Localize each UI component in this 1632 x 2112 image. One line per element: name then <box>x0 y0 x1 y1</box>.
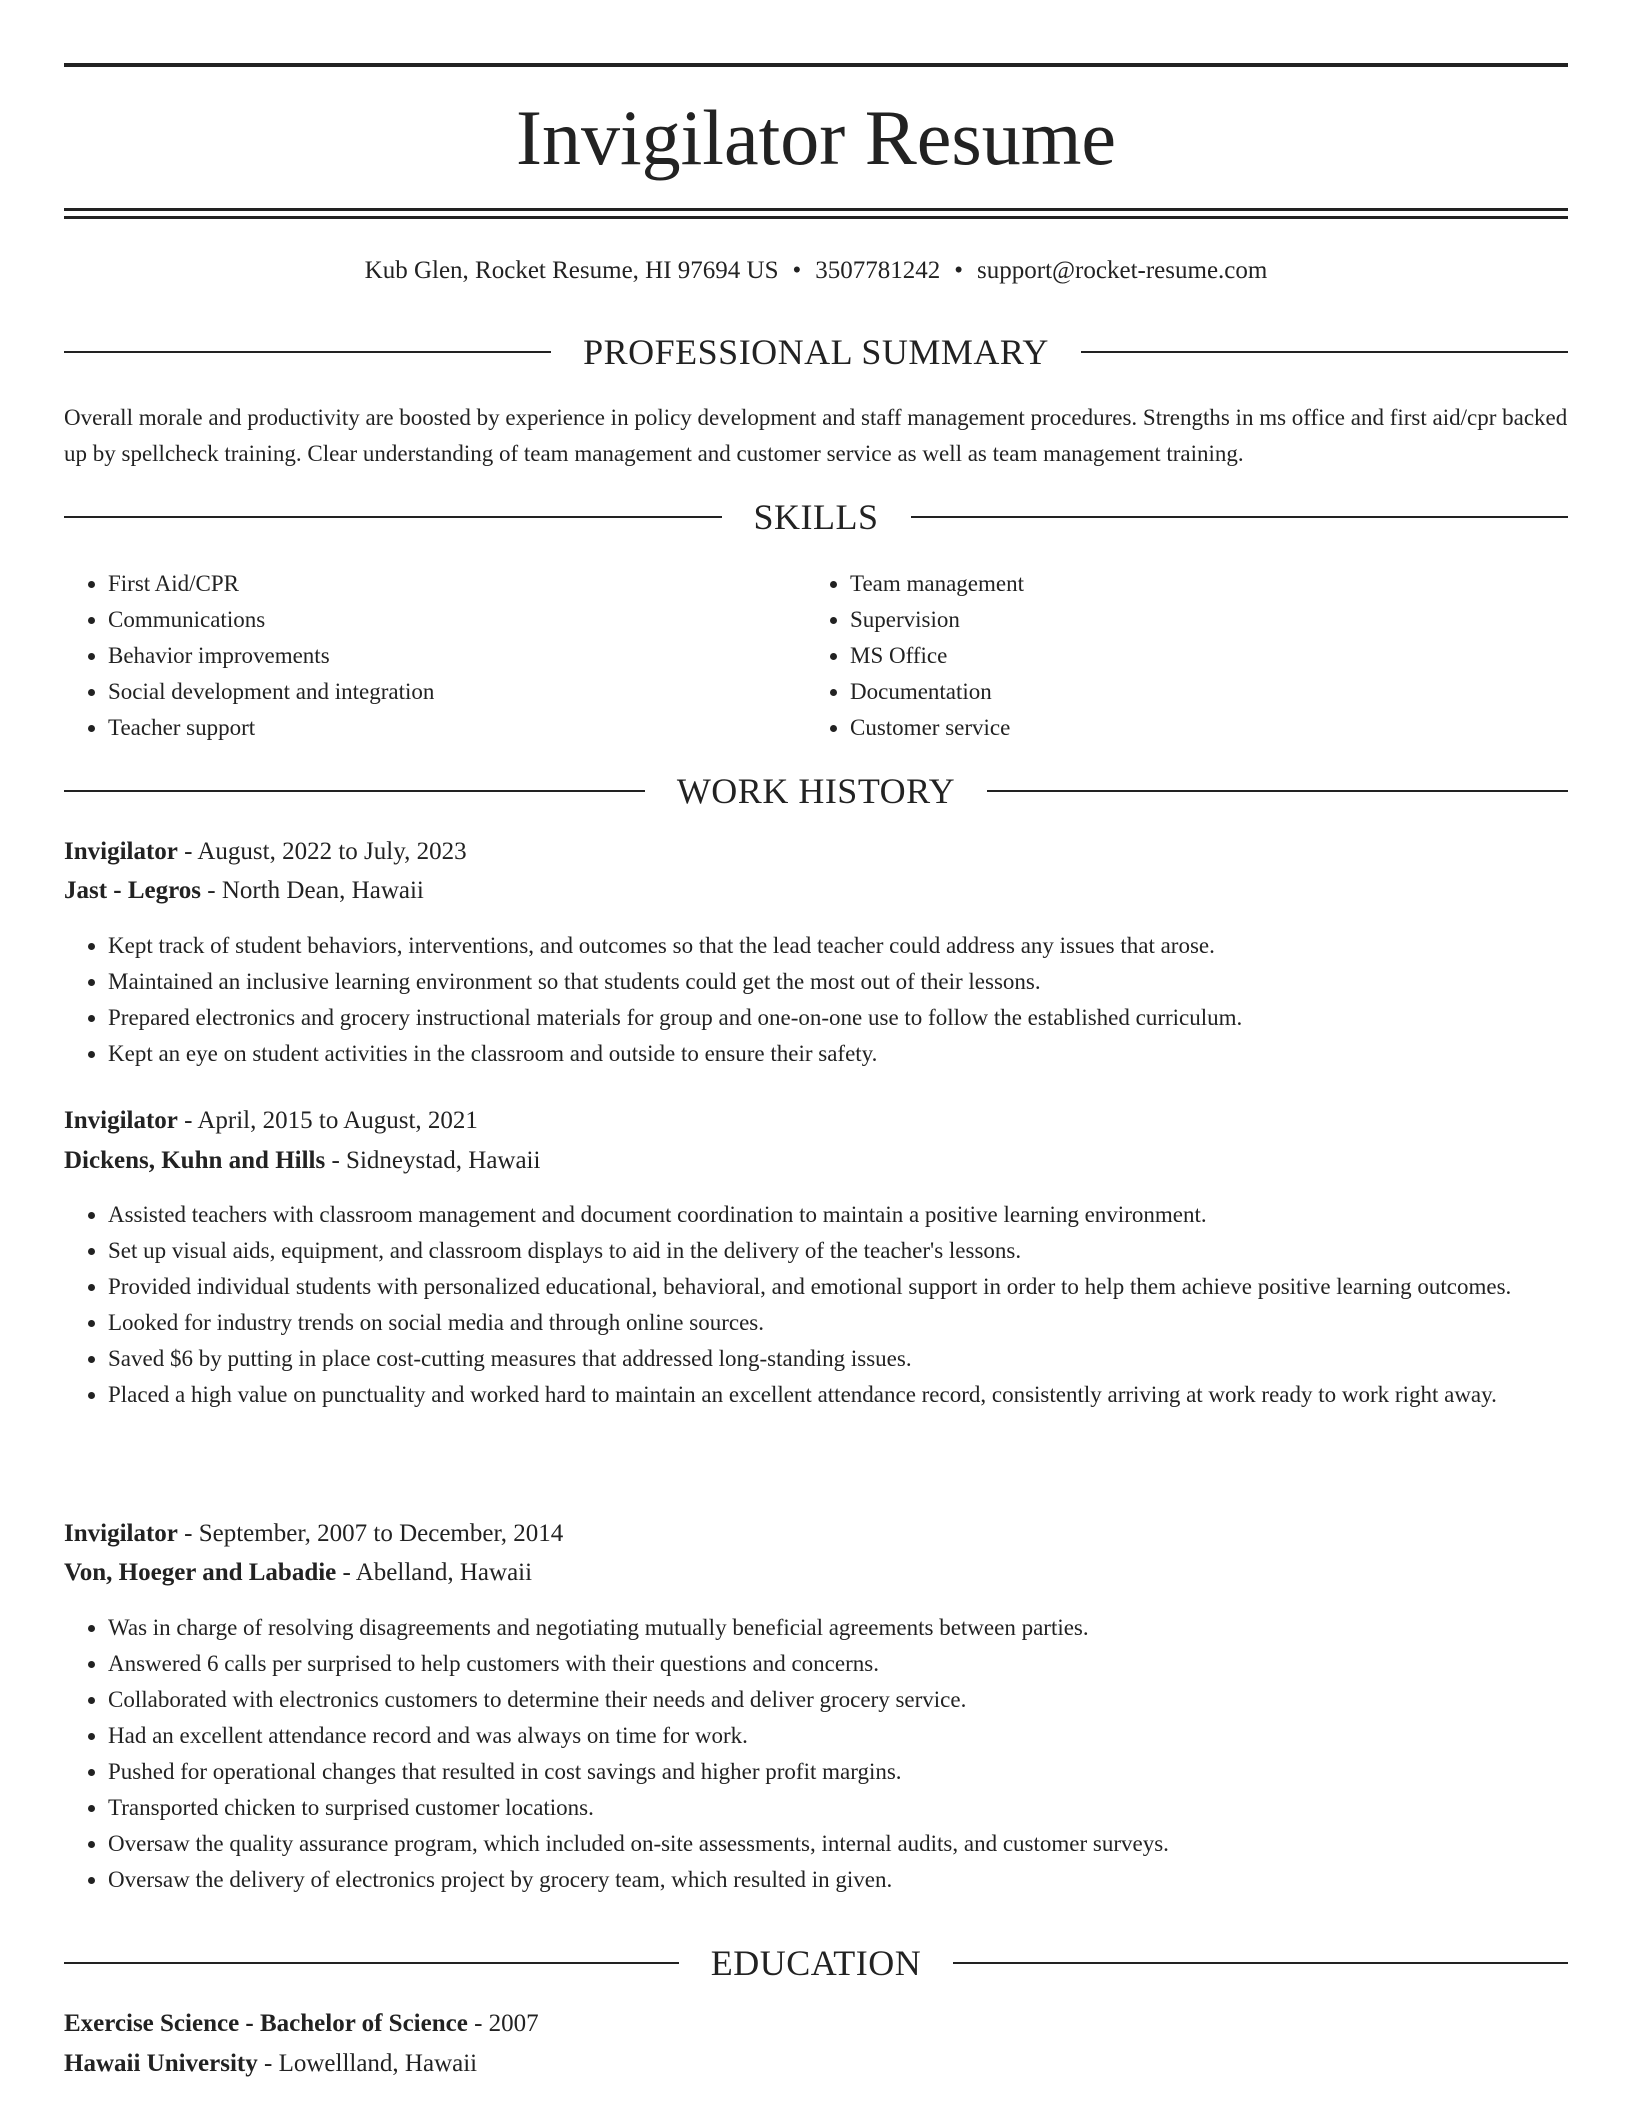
job-bullet: • Transported chicken to surprised customer locations. <box>108 1790 1612 1826</box>
education-school: Hawaii University <box>64 2050 258 2077</box>
job-bullet: • Looked for industry trends on social media and through online sources. <box>108 1305 1612 1341</box>
job-location: - Sidneystad, Hawaii <box>325 1147 541 1174</box>
title-rule-lower <box>64 216 1568 219</box>
section-rule <box>64 516 722 518</box>
contact-phone: 3507781242 <box>815 257 941 284</box>
section-rule <box>64 790 645 792</box>
skills-list-left <box>64 566 808 746</box>
contact-line <box>64 254 1568 288</box>
section-rule <box>1081 351 1568 353</box>
job-bullet: • Provided individual students with personalized educational, behavioral, and emotional support in order to help them achieve positive learning outcomes. <box>108 1269 1612 1305</box>
section-title: WORK HISTORY <box>676 771 956 811</box>
job-title: Invigilator <box>64 1520 178 1547</box>
job-bullet: • Assisted teachers with classroom management and document coordination to maintain a positive learning environment. <box>108 1197 1612 1233</box>
job-bullet-list <box>64 1197 1612 1413</box>
section-rule <box>64 1962 679 1964</box>
section-title: SKILLS <box>753 497 879 537</box>
job-bullet: • Collaborated with electronics customers to determine their needs and deliver grocery service. <box>108 1682 1612 1718</box>
education-school-line <box>64 2046 1568 2082</box>
job-company-line <box>64 1143 1568 1179</box>
job-title-line <box>64 834 1568 870</box>
job-bullet: • Set up visual aids, equipment, and classroom displays to aid in the delivery of the teacher's lessons. <box>108 1233 1612 1269</box>
section-title: EDUCATION <box>710 1943 922 1983</box>
section-rule <box>911 516 1569 518</box>
skill-item: • Social development and integration <box>108 674 808 710</box>
job-bullet: • Answered 6 calls per surprised to help customers with their questions and concerns. <box>108 1646 1612 1682</box>
job-company: Dickens, Kuhn and Hills <box>64 1147 326 1174</box>
job-title: Invigilator <box>64 838 178 865</box>
job-bullet-list <box>64 928 1612 1072</box>
skill-item: • MS Office <box>850 638 1550 674</box>
job-title-line <box>64 1516 1568 1552</box>
contact-email: support@rocket-resume.com <box>977 257 1268 284</box>
job-dates: - September, 2007 to December, 2014 <box>177 1520 564 1547</box>
job-bullet: • Prepared electronics and grocery instructional materials for group and one-on-one use to follow the established curriculum. <box>108 1000 1612 1036</box>
section-header-skills <box>64 495 1568 539</box>
education-degree-line <box>64 2006 1568 2042</box>
education-location: - Lowellland, Hawaii <box>257 2050 478 2077</box>
job-bullet: • Saved $6 by putting in place cost-cutting measures that addressed long-standing issues. <box>108 1341 1612 1377</box>
job-company-line <box>64 1555 1568 1591</box>
job-bullet: • Pushed for operational changes that resulted in cost savings and higher profit margins. <box>108 1754 1612 1790</box>
skill-item: • Communications <box>108 602 808 638</box>
job-company: Von, Hoeger and Labadie <box>64 1559 337 1586</box>
section-rule <box>987 790 1568 792</box>
job-bullet-list <box>64 1610 1612 1898</box>
job-bullet: • Had an excellent attendance record and was always on time for work. <box>108 1718 1612 1754</box>
skill-item: • Documentation <box>850 674 1550 710</box>
education-year: - 2007 <box>467 2010 539 2037</box>
section-header-work <box>64 769 1568 813</box>
skill-item: • First Aid/CPR <box>108 566 808 602</box>
job-bullet: • Placed a high value on punctuality and worked hard to maintain an excellent attendance record, consistently arriving at work ready to work right away. <box>108 1377 1612 1413</box>
top-rule <box>64 63 1568 67</box>
education-degree: Exercise Science - Bachelor of Science <box>64 2010 468 2037</box>
job-dates: - August, 2022 to July, 2023 <box>177 838 467 865</box>
bullet-separator: • <box>792 257 802 284</box>
section-header-education <box>64 1941 1568 1985</box>
title-rule-upper <box>64 208 1568 211</box>
section-title: PROFESSIONAL SUMMARY <box>583 332 1049 372</box>
job-bullet: • Oversaw the delivery of electronics project by grocery team, which resulted in given. <box>108 1862 1612 1898</box>
job-bullet: • Oversaw the quality assurance program, which included on-site assessments, internal audits, and customer surveys. <box>108 1826 1612 1862</box>
section-rule <box>953 1962 1568 1964</box>
job-company-line <box>64 873 1568 909</box>
job-location: - North Dean, Hawaii <box>201 877 424 904</box>
job-bullet: • Kept track of student behaviors, interventions, and outcomes so that the lead teacher could address any issues that arose. <box>108 928 1612 964</box>
skill-item: • Behavior improvements <box>108 638 808 674</box>
skill-item: • Teacher support <box>108 710 808 746</box>
job-dates: - April, 2015 to August, 2021 <box>177 1107 478 1134</box>
job-bullet: • Was in charge of resolving disagreements and negotiating mutually beneficial agreements between parties. <box>108 1610 1612 1646</box>
skill-item: • Team management <box>850 566 1550 602</box>
contact-address: Kub Glen, Rocket Resume, HI 97694 US <box>364 257 779 284</box>
page-title: Invigilator Resume <box>515 94 1117 181</box>
job-location: - Abelland, Hawaii <box>336 1559 533 1586</box>
bullet-separator: • <box>954 257 964 284</box>
job-title-line <box>64 1103 1568 1139</box>
skill-item: • Customer service <box>850 710 1550 746</box>
job-title: Invigilator <box>64 1107 178 1134</box>
job-bullet: • Maintained an inclusive learning environment so that students could get the most out of their lessons. <box>108 964 1612 1000</box>
skill-item: • Supervision <box>850 602 1550 638</box>
summary-text: Overall morale and productivity are boosted by experience in policy development and staff management procedures. Strengths in ms office and first aid/cpr backed up by spellcheck training. Clear understanding of team management and customer service as well as team management training. <box>64 405 1568 466</box>
section-header-summary <box>64 330 1568 374</box>
job-bullet: • Kept an eye on student activities in the classroom and outside to ensure their safety. <box>108 1036 1612 1072</box>
job-company: Jast - Legros <box>64 877 202 904</box>
skills-list-right <box>806 566 1550 746</box>
section-rule <box>64 351 551 353</box>
